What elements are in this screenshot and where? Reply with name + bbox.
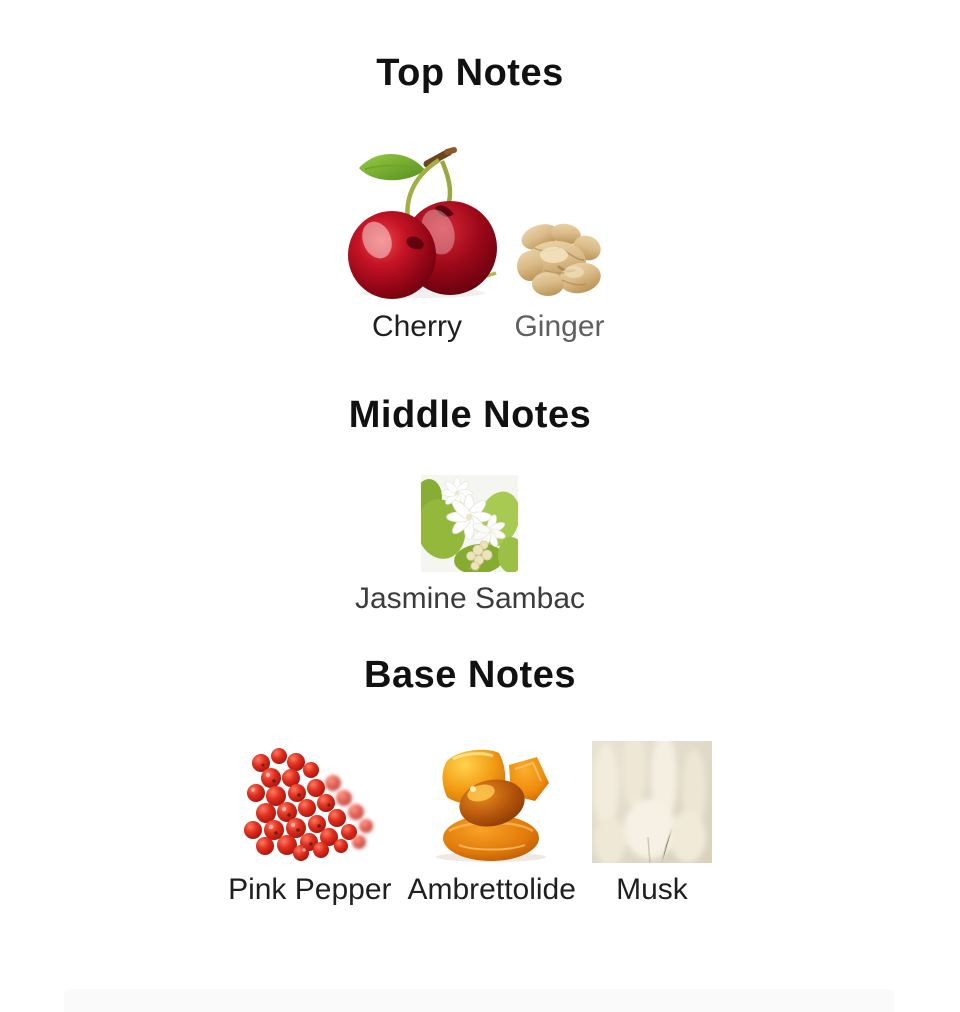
top-notes-row [0, 140, 940, 344]
top-notes-section [0, 52, 940, 344]
note-ambrettolide[interactable] [408, 741, 576, 907]
base-notes-row [0, 738, 940, 907]
note-musk[interactable] [592, 741, 712, 907]
top-notes-heading: Top Notes [376, 52, 564, 94]
base-notes-section [0, 654, 940, 907]
note-ginger[interactable] [514, 220, 604, 344]
middle-notes-row [0, 475, 940, 616]
middle-notes-section [0, 394, 940, 617]
cherry-image [335, 140, 498, 300]
note-label-ginger: Ginger [514, 309, 605, 343]
middle-notes-heading: Middle Notes [348, 393, 592, 436]
note-label-cherry: Cherry [371, 309, 462, 343]
base-notes-heading: Base Notes [364, 654, 576, 697]
note-label-ambrettolide: Ambrettolide [407, 873, 576, 907]
note-label-musk: Musk [616, 873, 688, 907]
ambrettolide-image [429, 741, 554, 863]
note-label-jasmine-sambac: Jasmine Sambac [354, 582, 586, 616]
bottom-panel [64, 989, 894, 1012]
jasmine-sambac-image [421, 475, 518, 572]
ginger-image [514, 220, 604, 300]
musk-image [592, 741, 712, 863]
note-label-pink-pepper: Pink Pepper [228, 873, 392, 907]
note-pink-pepper[interactable] [228, 738, 391, 907]
note-cherry[interactable] [335, 140, 498, 344]
fragrance-notes-pyramid [0, 52, 940, 907]
pink-pepper-image [241, 738, 379, 863]
note-jasmine-sambac[interactable] [355, 475, 585, 616]
